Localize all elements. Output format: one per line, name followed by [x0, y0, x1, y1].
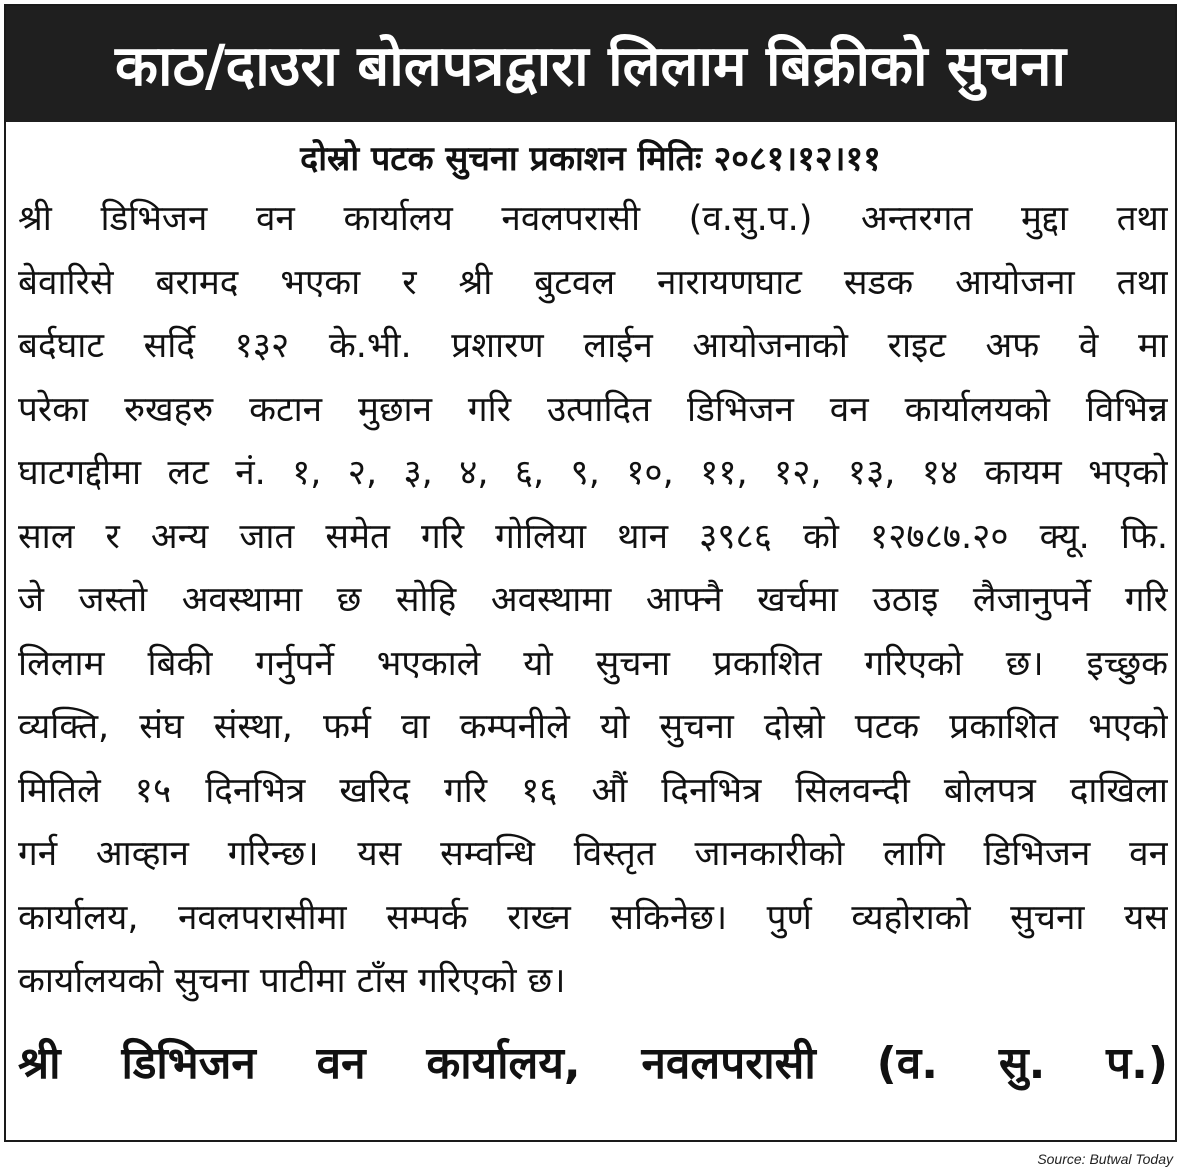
- notice-panel: [4, 4, 1177, 1142]
- body-line: बेवारिसे बरामद भएका र श्री बुटवल नारायणघाट सडक आयोजना तथा: [18, 262, 1168, 303]
- notice-title: काठ/दाउरा बोलपत्रद्वारा लिलाम बिक्रीको सुचना: [114, 34, 1067, 99]
- body-line: कार्यालय, नवलपरासीमा सम्पर्क राख्न सकिनेछ। पुर्ण व्यहोराको सुचना यस: [18, 897, 1168, 938]
- body-line: बर्दघाट सर्दि १३२ के.भी. प्रशारण लाईन आयोजनाको राइट अफ वे मा: [18, 326, 1168, 366]
- body-line: गर्न आव्हान गरिन्छ। यस सम्वन्धि विस्तृत जानकारीको लागि डिभिजन वन: [18, 834, 1168, 874]
- body-line: श्री डिभिजन वन कार्यालय नवलपरासी (व.सु.प.) अन्तरगत मुद्दा तथा: [18, 199, 1168, 239]
- body-line: जे जस्तो अवस्थामा छ सोहि अवस्थामा आफ्नै खर्चमा उठाइ लैजानुपर्ने गरि: [18, 580, 1168, 620]
- body-line: मितिले १५ दिनभित्र खरिद गरि १६ औं दिनभित्र सिलवन्दी बोलपत्र दाखिला: [18, 770, 1168, 811]
- publication-date-subtitle: दोस्रो पटक सुचना प्रकाशन मितिः २०८१।१२।११: [300, 139, 881, 179]
- office-signature: श्री डिभिजन वन कार्यालय, नवलपरासी (व. सु. प.): [18, 1038, 1168, 1089]
- body-line: व्यक्ति, संघ संस्था, फर्म वा कम्पनीले यो सुचना दोस्रो पटक प्रकाशित भएको: [18, 707, 1168, 747]
- body-line: परेका रुखहरु कटान मुछान गरि उत्पादित डिभिजन वन कार्यालयको विभिन्न: [18, 389, 1168, 430]
- body-line: घाटगद्दीमा लट नं. १, २, ३, ४, ६, ९, १०, ११, १२, १३, १४ कायम भएको: [18, 453, 1168, 493]
- body-line: साल र अन्य जात समेत गरि गोलिया थान ३९८६ को १२७८७.२० क्यू. फि.: [18, 516, 1168, 557]
- body-line: कार्यालयको सुचना पाटीमा टाँस गरिएको छ।: [18, 961, 566, 1001]
- source-credit: Source: Butwal Today: [1037, 1151, 1173, 1167]
- header-bar: [6, 6, 1175, 122]
- notice-body: [18, 188, 1168, 1014]
- body-line: लिलाम बिकी गर्नुपर्ने भएकाले यो सुचना प्रकाशित गरिएको छ। इच्छुक: [18, 643, 1168, 684]
